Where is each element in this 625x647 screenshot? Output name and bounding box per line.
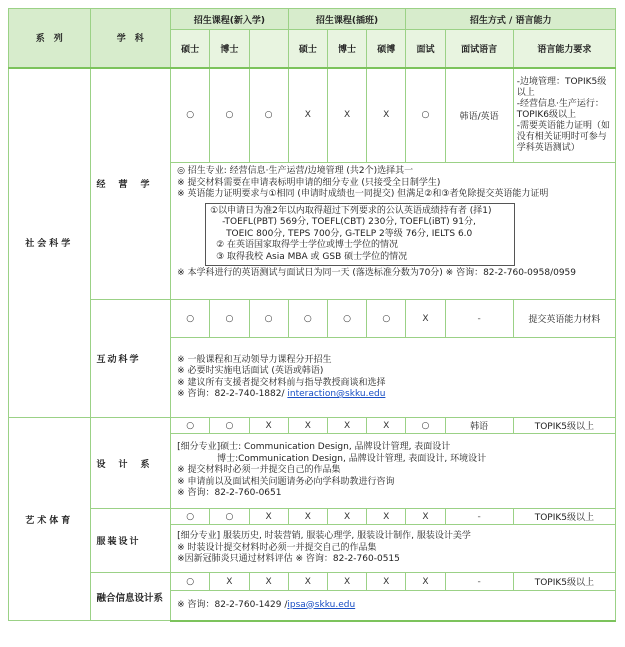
language-requirement: [513, 68, 615, 163]
mark-cell: ○: [288, 300, 327, 338]
mark-cell: X: [288, 418, 327, 434]
mark-cell: ○: [171, 418, 210, 434]
header-category: 系 列: [9, 9, 91, 68]
mark-cell: X: [288, 68, 327, 163]
header-major: 学 科: [90, 9, 171, 68]
req-line: -经营信息·生产运行：: [516, 98, 604, 109]
interview-language: -: [445, 573, 513, 591]
note-line: ◎ 招生专业: 经营信息·生产运营/边境管理 (共2个)选择其一: [177, 166, 414, 176]
note-line: ※ 时装设计提交材料时必须一并提交自己的作品集: [177, 542, 377, 553]
convergence-notes: [171, 591, 616, 621]
mark-cell: ○: [210, 509, 249, 525]
note-line: ※ 一般课程和互动领导力课程分开招生: [177, 354, 332, 365]
box-line: ③ 取得我校 Asia MBA 或 GSB 硕士学位的情况: [216, 251, 408, 262]
header-masters-transfer: 硕士: [288, 30, 327, 68]
design-notes: [171, 434, 616, 509]
header-masters: 硕士: [171, 30, 210, 68]
category-social-science: 社会科学: [9, 68, 91, 418]
note-line: [细分专业]硕士: Communication Design, 品牌设计管理, 表面设计: [177, 442, 451, 453]
contact-text: ※ 咨询：82-2-760-1429 /: [177, 599, 288, 610]
mark-cell: ○: [406, 418, 445, 434]
mark-cell: ○: [171, 68, 210, 163]
note-line: 博士:Communication Design, 品牌设计管理, 表面设计, 环境设计: [217, 453, 487, 464]
mark-cell: ○: [210, 418, 249, 434]
mark-cell: ○: [406, 68, 445, 163]
mark-cell: X: [406, 509, 445, 525]
interview-language: 韩语: [445, 418, 513, 434]
box-line: -TOEFL(PBT) 569分, TOEFL(CBT) 230分, TOEFL(iBT) 91分,: [222, 217, 476, 227]
note-line: ※因新冠肺炎只通过材料评估 ※ 咨询：82-2-760-0515: [177, 554, 400, 565]
mark-cell: X: [249, 509, 288, 525]
req-line: 学科英语测试）: [516, 142, 580, 153]
note-line: [177, 600, 609, 612]
header-method-language: 招生方式 / 语言能力: [406, 9, 616, 30]
header-blank: [249, 30, 288, 68]
mark-cell: X: [367, 418, 406, 434]
mark-cell: ○: [367, 300, 406, 338]
mark-cell: ○: [327, 300, 366, 338]
major-business: 经 营 学: [90, 68, 171, 300]
major-design: 设 计 系: [90, 418, 171, 509]
mark-cell: X: [367, 573, 406, 591]
major-interaction-science: 互动科学: [90, 300, 171, 418]
mark-cell: ○: [171, 573, 210, 591]
note-line: ※ 本学科进行的英语测试与面试日为同一天 (落选标准分数为70分) ※ 咨询：82-2-760-0958/0959: [177, 268, 577, 278]
mark-cell: X: [327, 68, 366, 163]
interaction-notes: [171, 338, 616, 418]
note-line: ※ 提交材料需要在申请表标明申请的细分专业 (只接受全日制学生): [177, 177, 441, 188]
box-line: TOEIC 800分, TEPS 700分, G-TELP 2等级 76分, IELTS 6.0: [226, 228, 473, 239]
mark-cell: X: [406, 300, 445, 338]
note-line: [细分专业] 服装历史, 时装营销, 服装心理学, 服装设计制作, 服装设计美学: [177, 531, 471, 542]
language-requirement: 提交英语能力材料: [513, 300, 615, 338]
category-arts-sports: 艺术体育: [9, 418, 91, 621]
english-requirement-box: [205, 203, 515, 267]
email-link[interactable]: interaction@skku.edu: [287, 389, 386, 399]
interview-language: -: [445, 509, 513, 525]
mark-cell: ○: [249, 68, 288, 163]
interview-language: -: [445, 300, 513, 338]
contact-text: ※ 咨询：82-2-740-1882/: [177, 389, 288, 399]
language-requirement: TOPIK5级以上: [513, 573, 615, 591]
mark-cell: X: [367, 68, 406, 163]
note-line: ※ 提交材料时必须一并提交自己的作品集: [177, 465, 341, 476]
mark-cell: ○: [171, 509, 210, 525]
header-phd: 博士: [210, 30, 249, 68]
email-link[interactable]: ipsa@skku.edu: [287, 599, 356, 610]
note-line: ※ 建议所有支援者提交材料前与指导教授商谈和选择: [177, 377, 386, 388]
header-new-admission: 招生课程(新入学): [171, 9, 289, 30]
mark-cell: X: [210, 573, 249, 591]
header-transfer: 招生课程(插班): [288, 9, 406, 30]
business-notes: [171, 163, 616, 300]
req-line: 没有相关证明时可参与: [516, 131, 607, 142]
note-line: [177, 389, 609, 401]
mark-cell: ○: [249, 300, 288, 338]
mark-cell: X: [327, 509, 366, 525]
header-combined: 硕博: [367, 30, 406, 68]
mark-cell: ○: [210, 300, 249, 338]
admission-table: [8, 8, 616, 622]
mark-cell: X: [288, 509, 327, 525]
fashion-notes: [171, 525, 616, 573]
major-fashion-design: 服装设计: [90, 509, 171, 573]
note-line: ※ 咨询：82-2-760-0651: [177, 488, 282, 499]
box-line: ② 在英语国家取得学士学位或博士学位的情况: [216, 240, 398, 250]
req-line: -需要英语能力证明（如: [516, 120, 610, 131]
major-convergence-design: 融合信息设计系: [90, 573, 171, 621]
header-interview-language: 面试语言: [445, 30, 513, 68]
mark-cell: X: [327, 418, 366, 434]
header-language-requirement: 语言能力要求: [513, 30, 615, 68]
box-line: ①以申请日为准2年以内取得超过下列要求的公认英语成绩持有者 (择1): [210, 205, 492, 216]
mark-cell: ○: [210, 68, 249, 163]
mark-cell: X: [406, 573, 445, 591]
header-phd-transfer: 博士: [327, 30, 366, 68]
req-line: -边境管理：TOPIK5级以上: [516, 76, 607, 98]
mark-cell: X: [327, 573, 366, 591]
interview-language: 韩语/英语: [445, 68, 513, 163]
language-requirement: TOPIK5级以上: [513, 418, 615, 434]
mark-cell: X: [367, 509, 406, 525]
mark-cell: X: [249, 573, 288, 591]
note-line: ※ 申请前以及面试相关问题请务必向学科助教进行咨询: [177, 476, 395, 487]
language-requirement: TOPIK5级以上: [513, 509, 615, 525]
mark-cell: ○: [171, 300, 210, 338]
mark-cell: X: [249, 418, 288, 434]
header-interview: 面试: [406, 30, 445, 68]
mark-cell: X: [288, 573, 327, 591]
note-line: ※ 英语能力证明要求与①相同 (申请时成绩也一同提交) 但满足②和③者免除提交英语能力证明: [177, 189, 549, 199]
req-line: TOPIK6级以上: [516, 109, 577, 120]
note-line: ※ 必要时实施电话面试 (英语或韩语): [177, 366, 324, 376]
